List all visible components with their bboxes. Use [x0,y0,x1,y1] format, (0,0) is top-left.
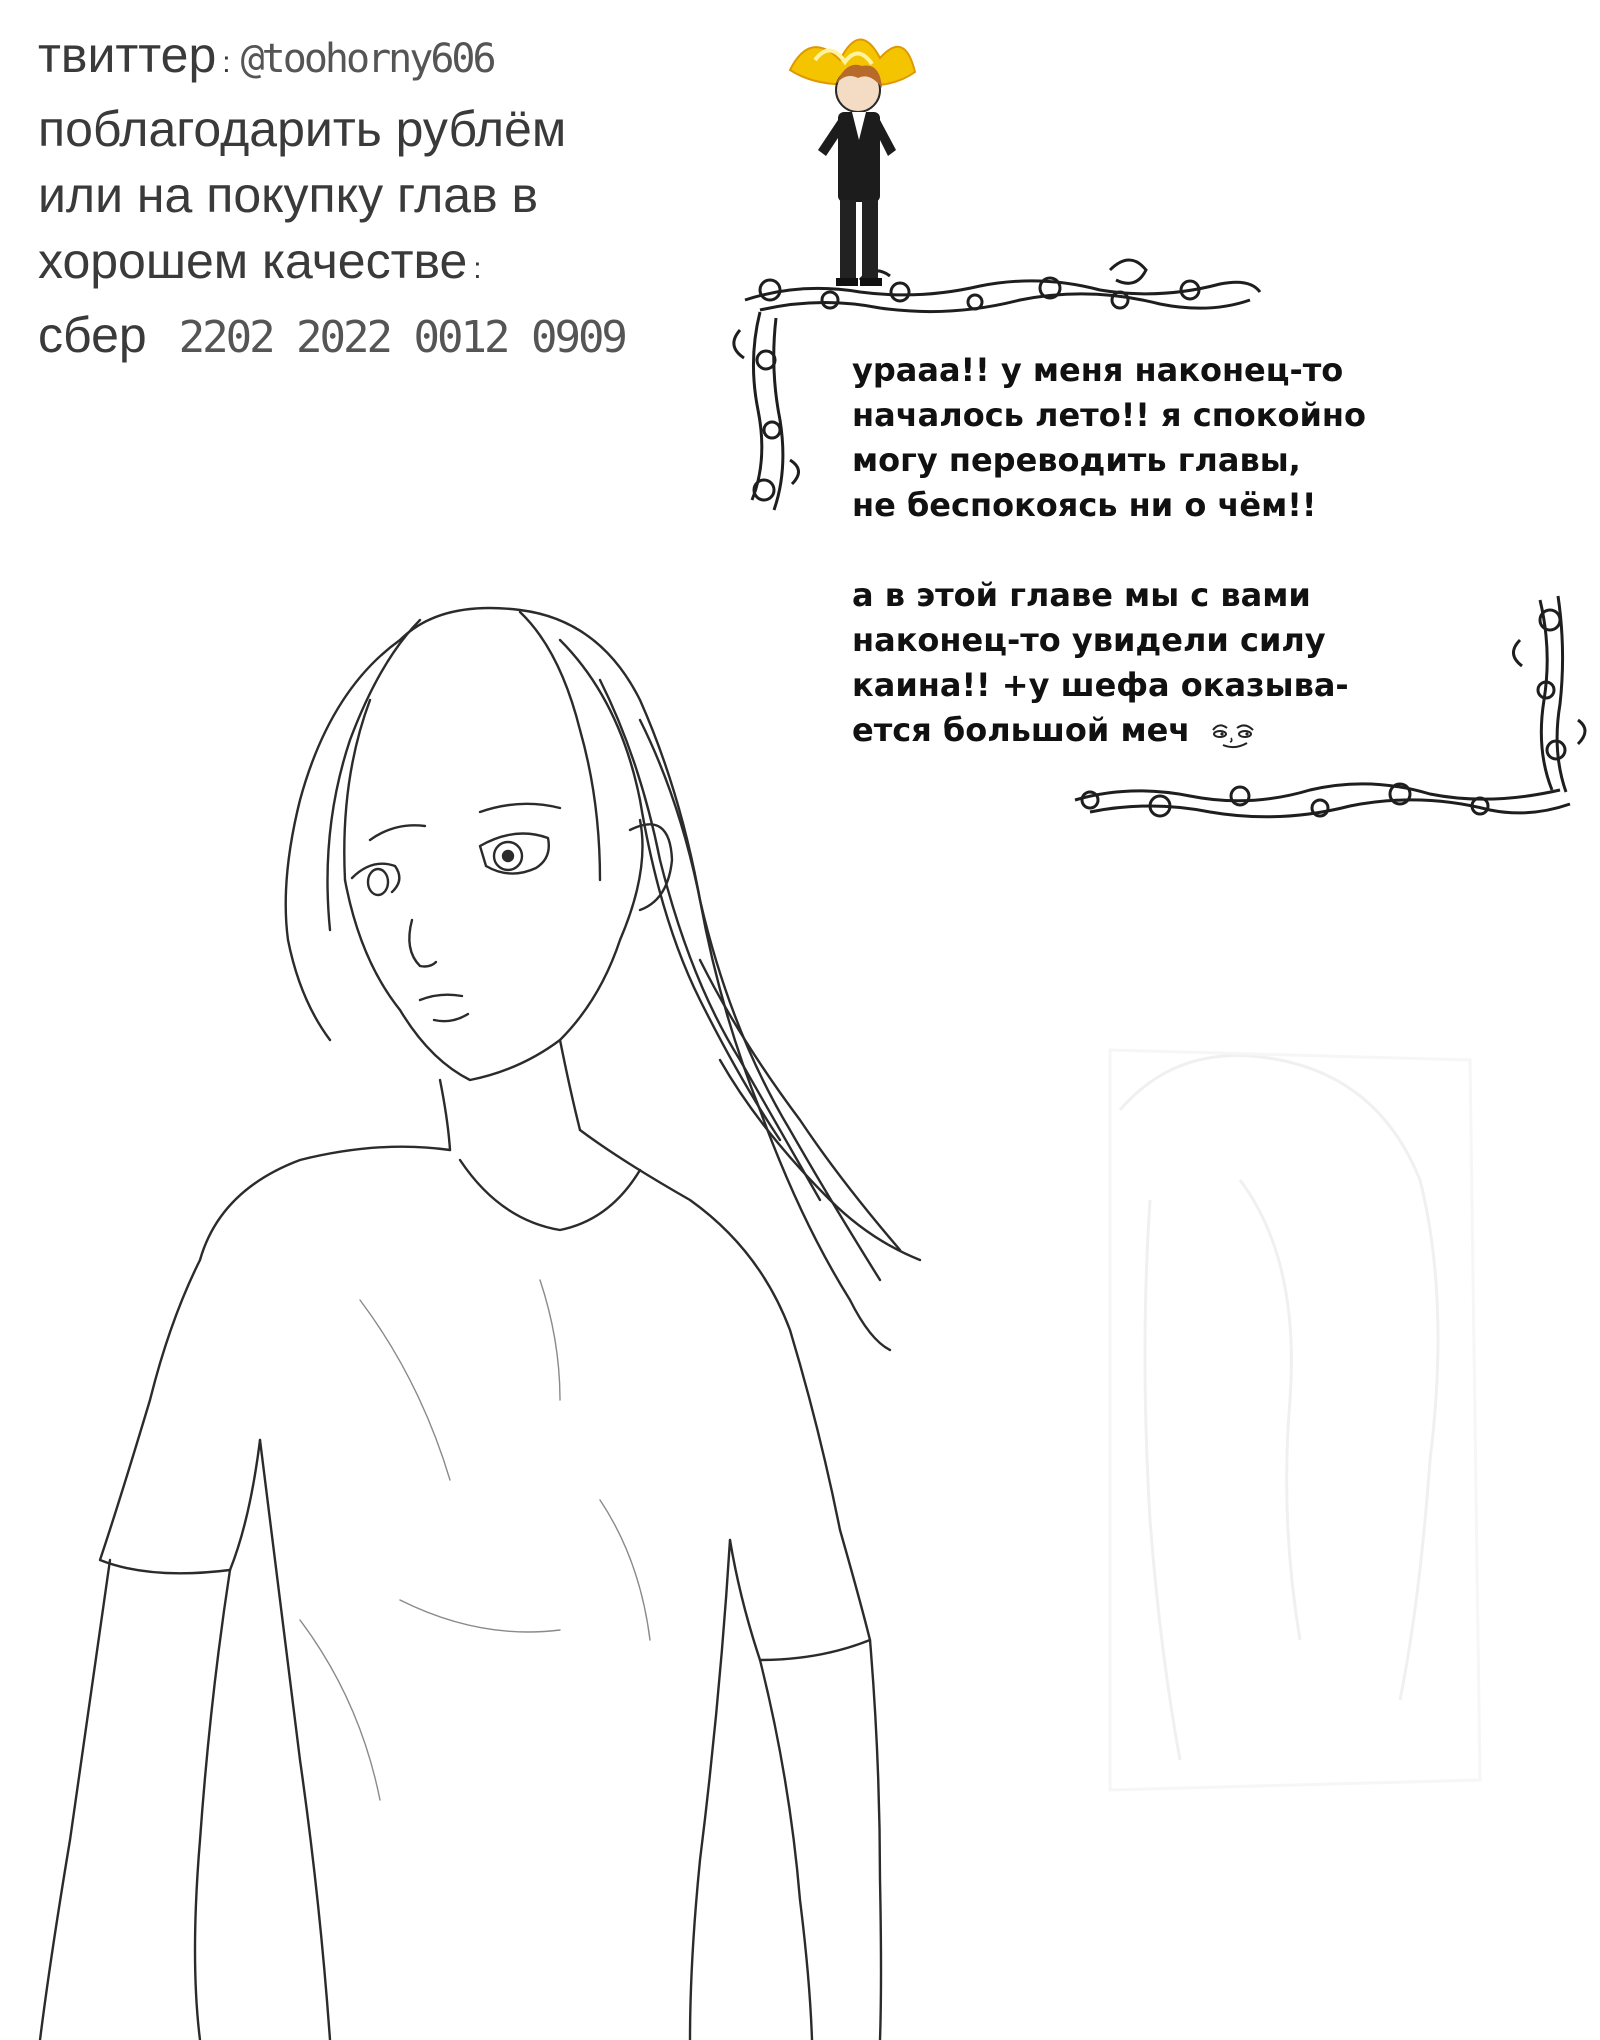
note-line: а в этой главе мы с вами [852,576,1311,614]
quality-text: хорошем качестве [38,233,468,289]
thanks-line-2: или на покупку глав в [38,167,539,223]
note-line: не беспокоясь ни о чём!! [852,486,1317,524]
ornate-frame-corner-icon [734,260,1260,510]
thanks-line-1: поблагодарить рублём [38,101,567,157]
bank-number: 2202 2022 0012 0909 [178,312,625,363]
note-line: урааа!! у меня наконец-то [852,351,1344,389]
twitter-colon: : [222,46,231,79]
quality-colon: : [473,252,482,285]
bank-label: сбер [38,307,147,363]
chibi-figure-illustration [790,39,915,286]
note-line-text: ется большой меч [852,711,1191,749]
note-line: могу переводить главы, [852,441,1301,479]
note-line: каина!! +у шефа оказыва- [852,666,1349,704]
twitter-label: твиттер [38,27,217,83]
twitter-handle[interactable]: @toohorny606 [240,36,494,82]
ornate-frame-corner-icon [1075,596,1585,817]
girl-sketch-illustration [40,608,920,2040]
note-line: наконец-то увидели силу [852,621,1326,659]
note-line: началось лето!! я спокойно [852,396,1366,434]
